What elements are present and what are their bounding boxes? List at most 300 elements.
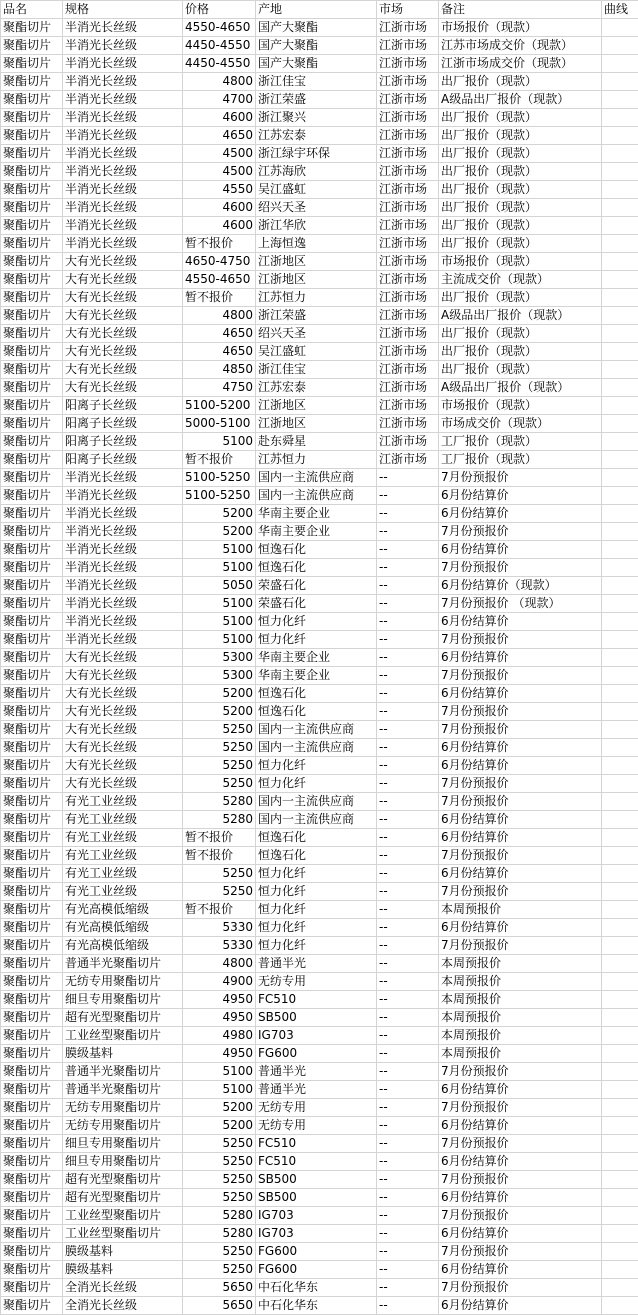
cell-market: 江浙市场 [377, 55, 439, 73]
cell-product-name: 聚酯切片 [1, 793, 63, 811]
table-row [1, 55, 638, 73]
cell-market: 江浙市场 [377, 307, 439, 325]
cell-market: 江浙市场 [377, 289, 439, 307]
cell-origin: 恒力化纤 [256, 937, 377, 955]
cell-curve [602, 307, 638, 325]
cell-product-name: 聚酯切片 [1, 289, 63, 307]
cell-remark: 7月份预报价 [439, 1063, 602, 1081]
cell-price: 4800 [183, 955, 256, 973]
cell-price: 4950 [183, 1045, 256, 1063]
table-row [1, 1009, 638, 1027]
cell-product-name: 聚酯切片 [1, 469, 63, 487]
cell-origin: 华南主要企业 [256, 649, 377, 667]
cell-price: 4750 [183, 379, 256, 397]
cell-remark: 7月份预报价 [439, 721, 602, 739]
cell-market: -- [377, 541, 439, 559]
cell-spec: 半消光长丝级 [63, 577, 183, 595]
cell-product-name: 聚酯切片 [1, 1153, 63, 1171]
table-row [1, 163, 638, 181]
cell-remark: 7月份预报价 [439, 847, 602, 865]
cell-origin: SB500 [256, 1009, 377, 1027]
cell-remark: 出厂报价（现款） [439, 289, 602, 307]
cell-remark: 7月份预报价 [439, 883, 602, 901]
cell-remark: 本周预报价 [439, 1045, 602, 1063]
cell-product-name: 聚酯切片 [1, 973, 63, 991]
cell-spec: 细旦专用聚酯切片 [63, 1135, 183, 1153]
cell-price: 5280 [183, 793, 256, 811]
cell-origin: 普通半光 [256, 1081, 377, 1099]
cell-origin: 江苏宏泰 [256, 379, 377, 397]
cell-spec: 大有光长丝级 [63, 307, 183, 325]
cell-curve [602, 1189, 638, 1207]
cell-product-name: 聚酯切片 [1, 1297, 63, 1315]
table-row [1, 1297, 638, 1315]
cell-product-name: 聚酯切片 [1, 1099, 63, 1117]
cell-curve [602, 1063, 638, 1081]
cell-curve [602, 757, 638, 775]
table-header [1, 1, 638, 19]
cell-curve [602, 181, 638, 199]
cell-origin: 恒力化纤 [256, 775, 377, 793]
cell-curve [602, 397, 638, 415]
cell-market: -- [377, 1081, 439, 1099]
cell-product-name: 聚酯切片 [1, 433, 63, 451]
cell-product-name: 聚酯切片 [1, 163, 63, 181]
cell-remark: 7月份预报价 [439, 703, 602, 721]
cell-curve [602, 829, 638, 847]
column-header-price: 价格 [183, 1, 256, 19]
cell-spec: 半消光长丝级 [63, 19, 183, 37]
table-row [1, 829, 638, 847]
cell-market: -- [377, 1243, 439, 1261]
cell-remark: 出厂报价（现款） [439, 145, 602, 163]
cell-origin: 国产大聚酯 [256, 37, 377, 55]
cell-curve [602, 433, 638, 451]
cell-remark: 出厂报价（现款） [439, 73, 602, 91]
cell-origin: 江浙地区 [256, 397, 377, 415]
cell-remark: 本周预报价 [439, 991, 602, 1009]
cell-spec: 半消光长丝级 [63, 109, 183, 127]
cell-market: 江浙市场 [377, 91, 439, 109]
cell-price: 4550-4650 [183, 19, 256, 37]
cell-curve [602, 1081, 638, 1099]
table-row [1, 577, 638, 595]
cell-price: 4800 [183, 73, 256, 91]
cell-remark: 6月份结算价 [439, 1189, 602, 1207]
cell-spec: 膜级基料 [63, 1243, 183, 1261]
cell-remark: 出厂报价（现款） [439, 199, 602, 217]
cell-curve [602, 793, 638, 811]
cell-product-name: 聚酯切片 [1, 739, 63, 757]
cell-remark: 出厂报价（现款） [439, 127, 602, 145]
cell-market: -- [377, 991, 439, 1009]
cell-spec: 大有光长丝级 [63, 361, 183, 379]
table-row [1, 253, 638, 271]
cell-price: 5100 [183, 559, 256, 577]
cell-spec: 大有光长丝级 [63, 757, 183, 775]
cell-remark: 6月份结算价 [439, 487, 602, 505]
cell-curve [602, 703, 638, 721]
cell-spec: 有光工业丝级 [63, 811, 183, 829]
cell-curve [602, 883, 638, 901]
cell-product-name: 聚酯切片 [1, 1045, 63, 1063]
cell-curve [602, 523, 638, 541]
cell-spec: 全消光长丝级 [63, 1279, 183, 1297]
cell-curve [602, 415, 638, 433]
cell-market: -- [377, 1099, 439, 1117]
cell-price: 5100-5250 [183, 469, 256, 487]
cell-market: 江浙市场 [377, 163, 439, 181]
cell-market: -- [377, 793, 439, 811]
table-row [1, 793, 638, 811]
cell-origin: 荣盛石化 [256, 595, 377, 613]
table-row [1, 505, 638, 523]
table-row [1, 613, 638, 631]
cell-price: 4650 [183, 127, 256, 145]
cell-price: 暂不报价 [183, 289, 256, 307]
cell-market: -- [377, 721, 439, 739]
cell-spec: 半消光长丝级 [63, 595, 183, 613]
cell-spec: 半消光长丝级 [63, 505, 183, 523]
cell-origin: 浙江华欣 [256, 217, 377, 235]
cell-remark: 出厂报价（现款） [439, 181, 602, 199]
table-row [1, 379, 638, 397]
cell-market: -- [377, 739, 439, 757]
table-row [1, 1045, 638, 1063]
cell-curve [602, 37, 638, 55]
table-row [1, 1189, 638, 1207]
cell-product-name: 聚酯切片 [1, 181, 63, 199]
cell-spec: 半消光长丝级 [63, 127, 183, 145]
cell-price: 5250 [183, 1135, 256, 1153]
cell-remark: 6月份结算价 [439, 505, 602, 523]
cell-origin: 浙江佳宝 [256, 73, 377, 91]
cell-origin: 江苏海欣 [256, 163, 377, 181]
cell-price: 5250 [183, 1171, 256, 1189]
cell-curve [602, 1243, 638, 1261]
cell-product-name: 聚酯切片 [1, 559, 63, 577]
cell-product-name: 聚酯切片 [1, 199, 63, 217]
cell-origin: 绍兴天圣 [256, 325, 377, 343]
column-header-product-name: 品名 [1, 1, 63, 19]
cell-product-name: 聚酯切片 [1, 847, 63, 865]
cell-market: -- [377, 523, 439, 541]
cell-market: 江浙市场 [377, 451, 439, 469]
cell-product-name: 聚酯切片 [1, 1171, 63, 1189]
cell-origin: 国产大聚酯 [256, 55, 377, 73]
cell-origin: 无纺专用 [256, 1099, 377, 1117]
table-row [1, 541, 638, 559]
cell-spec: 半消光长丝级 [63, 559, 183, 577]
cell-curve [602, 1045, 638, 1063]
cell-curve [602, 361, 638, 379]
cell-price: 5100 [183, 631, 256, 649]
cell-price: 5250 [183, 739, 256, 757]
cell-product-name: 聚酯切片 [1, 361, 63, 379]
cell-remark: 6月份结算价 [439, 1225, 602, 1243]
cell-spec: 有光工业丝级 [63, 829, 183, 847]
cell-market: 江浙市场 [377, 271, 439, 289]
cell-remark: 7月份预报价 [439, 793, 602, 811]
cell-origin: 恒力化纤 [256, 613, 377, 631]
cell-product-name: 聚酯切片 [1, 919, 63, 937]
cell-origin: 恒力化纤 [256, 883, 377, 901]
cell-curve [602, 1297, 638, 1315]
cell-market: -- [377, 1207, 439, 1225]
table-row [1, 217, 638, 235]
cell-price: 4500 [183, 145, 256, 163]
cell-spec: 普通半光聚酯切片 [63, 1081, 183, 1099]
cell-product-name: 聚酯切片 [1, 253, 63, 271]
table-row [1, 271, 638, 289]
cell-origin: 恒力化纤 [256, 865, 377, 883]
cell-remark: A级品出厂报价（现款） [439, 379, 602, 397]
cell-product-name: 聚酯切片 [1, 1081, 63, 1099]
cell-product-name: 聚酯切片 [1, 613, 63, 631]
cell-curve [602, 289, 638, 307]
table-row [1, 19, 638, 37]
cell-price: 4450-4550 [183, 55, 256, 73]
cell-market: -- [377, 595, 439, 613]
cell-curve [602, 937, 638, 955]
cell-spec: 细旦专用聚酯切片 [63, 1153, 183, 1171]
cell-market: 江浙市场 [377, 199, 439, 217]
cell-market: -- [377, 1153, 439, 1171]
cell-curve [602, 91, 638, 109]
cell-origin: 绍兴天圣 [256, 199, 377, 217]
cell-origin: IG703 [256, 1225, 377, 1243]
cell-spec: 半消光长丝级 [63, 145, 183, 163]
cell-market: -- [377, 883, 439, 901]
cell-price: 5250 [183, 1153, 256, 1171]
cell-price: 5280 [183, 1207, 256, 1225]
cell-product-name: 聚酯切片 [1, 577, 63, 595]
cell-market: -- [377, 1117, 439, 1135]
table-row [1, 1243, 638, 1261]
cell-spec: 大有光长丝级 [63, 379, 183, 397]
cell-curve [602, 1009, 638, 1027]
cell-remark: 6月份结算价 [439, 1297, 602, 1315]
cell-origin: 吴江盛虹 [256, 343, 377, 361]
cell-product-name: 聚酯切片 [1, 415, 63, 433]
table-row [1, 343, 638, 361]
cell-market: -- [377, 667, 439, 685]
cell-spec: 有光工业丝级 [63, 865, 183, 883]
cell-spec: 普通半光聚酯切片 [63, 955, 183, 973]
cell-origin: 恒逸石化 [256, 685, 377, 703]
cell-remark: 7月份预报价 （现款） [439, 595, 602, 613]
table-row [1, 1135, 638, 1153]
cell-origin: 吴江盛虹 [256, 181, 377, 199]
cell-market: 江浙市场 [377, 415, 439, 433]
table-row [1, 955, 638, 973]
cell-curve [602, 973, 638, 991]
cell-price: 5200 [183, 1117, 256, 1135]
cell-curve [602, 271, 638, 289]
cell-price: 5250 [183, 1189, 256, 1207]
cell-market: -- [377, 775, 439, 793]
cell-price: 暂不报价 [183, 847, 256, 865]
cell-curve [602, 919, 638, 937]
cell-price: 5650 [183, 1297, 256, 1315]
cell-spec: 半消光长丝级 [63, 523, 183, 541]
cell-spec: 大有光长丝级 [63, 271, 183, 289]
cell-spec: 半消光长丝级 [63, 181, 183, 199]
cell-remark: 7月份预报价 [439, 1099, 602, 1117]
cell-price: 5280 [183, 1225, 256, 1243]
cell-origin: IG703 [256, 1207, 377, 1225]
column-header-origin: 产地 [256, 1, 377, 19]
cell-product-name: 聚酯切片 [1, 955, 63, 973]
cell-origin: 江浙地区 [256, 253, 377, 271]
cell-product-name: 聚酯切片 [1, 595, 63, 613]
cell-curve [602, 559, 638, 577]
cell-spec: 全消光长丝级 [63, 1297, 183, 1315]
cell-product-name: 聚酯切片 [1, 1189, 63, 1207]
cell-spec: 膜级基料 [63, 1045, 183, 1063]
cell-origin: 国内一主流供应商 [256, 811, 377, 829]
cell-spec: 半消光长丝级 [63, 235, 183, 253]
cell-market: -- [377, 559, 439, 577]
cell-product-name: 聚酯切片 [1, 541, 63, 559]
cell-origin: 浙江佳宝 [256, 361, 377, 379]
cell-origin: 江苏宏泰 [256, 127, 377, 145]
cell-curve [602, 1279, 638, 1297]
cell-curve [602, 1207, 638, 1225]
cell-product-name: 聚酯切片 [1, 811, 63, 829]
cell-origin: 华南主要企业 [256, 667, 377, 685]
cell-spec: 大有光长丝级 [63, 649, 183, 667]
table-row [1, 631, 638, 649]
cell-curve [602, 613, 638, 631]
table-row [1, 1261, 638, 1279]
cell-remark: 6月份结算价 [439, 649, 602, 667]
cell-market: 江浙市场 [377, 181, 439, 199]
cell-curve [602, 235, 638, 253]
cell-curve [602, 145, 638, 163]
cell-product-name: 聚酯切片 [1, 523, 63, 541]
cell-remark: 出厂报价（现款） [439, 235, 602, 253]
cell-curve [602, 1099, 638, 1117]
cell-product-name: 聚酯切片 [1, 235, 63, 253]
cell-product-name: 聚酯切片 [1, 109, 63, 127]
cell-curve [602, 631, 638, 649]
cell-spec: 有光高模低缩级 [63, 937, 183, 955]
column-header-remark: 备注 [439, 1, 602, 19]
table-row [1, 775, 638, 793]
cell-curve [602, 721, 638, 739]
cell-market: -- [377, 1027, 439, 1045]
cell-spec: 工业丝型聚酯切片 [63, 1207, 183, 1225]
table-row [1, 1171, 638, 1189]
cell-product-name: 聚酯切片 [1, 1207, 63, 1225]
cell-spec: 半消光长丝级 [63, 631, 183, 649]
cell-remark: 市场报价（现款） [439, 253, 602, 271]
cell-remark: 6月份结算价（现款） [439, 577, 602, 595]
cell-spec: 半消光长丝级 [63, 91, 183, 109]
cell-price: 4550 [183, 181, 256, 199]
table-row [1, 883, 638, 901]
cell-remark: 7月份预报价 [439, 1279, 602, 1297]
cell-price: 5300 [183, 649, 256, 667]
cell-product-name: 聚酯切片 [1, 37, 63, 55]
cell-remark: 6月份结算价 [439, 739, 602, 757]
cell-curve [602, 1261, 638, 1279]
cell-origin: 恒逸石化 [256, 559, 377, 577]
cell-remark: 7月份预报价 [439, 1207, 602, 1225]
cell-price: 4500 [183, 163, 256, 181]
cell-price: 5200 [183, 523, 256, 541]
cell-remark: A级品出厂报价（现款） [439, 307, 602, 325]
table-row [1, 361, 638, 379]
table-row [1, 919, 638, 937]
cell-spec: 半消光长丝级 [63, 613, 183, 631]
cell-price: 5100 [183, 613, 256, 631]
cell-origin: FC510 [256, 1153, 377, 1171]
cell-market: -- [377, 631, 439, 649]
cell-price: 5100 [183, 541, 256, 559]
cell-product-name: 聚酯切片 [1, 451, 63, 469]
table-row [1, 487, 638, 505]
cell-market: -- [377, 487, 439, 505]
cell-origin: 华南主要企业 [256, 523, 377, 541]
cell-remark: 本周预报价 [439, 1009, 602, 1027]
cell-curve [602, 487, 638, 505]
cell-price: 4600 [183, 217, 256, 235]
cell-price: 5100 [183, 595, 256, 613]
cell-remark: 出厂报价（现款） [439, 109, 602, 127]
cell-remark: 7月份预报价 [439, 937, 602, 955]
cell-curve [602, 253, 638, 271]
cell-origin: 恒逸石化 [256, 703, 377, 721]
cell-curve [602, 775, 638, 793]
cell-origin: SB500 [256, 1189, 377, 1207]
cell-price: 4900 [183, 973, 256, 991]
cell-remark: 市场成交价（现款） [439, 415, 602, 433]
cell-origin: 浙江绿宇环保 [256, 145, 377, 163]
cell-product-name: 聚酯切片 [1, 343, 63, 361]
cell-price: 5100 [183, 1081, 256, 1099]
cell-product-name: 聚酯切片 [1, 937, 63, 955]
cell-market: -- [377, 1063, 439, 1081]
table-row [1, 199, 638, 217]
cell-curve [602, 1171, 638, 1189]
cell-price: 5200 [183, 685, 256, 703]
cell-remark: 6月份结算价 [439, 865, 602, 883]
cell-curve [602, 379, 638, 397]
cell-spec: 半消光长丝级 [63, 487, 183, 505]
cell-market: 江浙市场 [377, 73, 439, 91]
cell-market: 江浙市场 [377, 325, 439, 343]
cell-price: 5650 [183, 1279, 256, 1297]
cell-remark: 6月份结算价 [439, 613, 602, 631]
cell-origin: 恒力化纤 [256, 919, 377, 937]
cell-price: 4650 [183, 343, 256, 361]
cell-remark: 出厂报价（现款） [439, 217, 602, 235]
cell-product-name: 聚酯切片 [1, 721, 63, 739]
cell-curve [602, 1135, 638, 1153]
cell-origin: 中石化华东 [256, 1279, 377, 1297]
cell-remark: 6月份结算价 [439, 919, 602, 937]
cell-market: 江浙市场 [377, 109, 439, 127]
cell-market: -- [377, 901, 439, 919]
cell-origin: 赴东舜星 [256, 433, 377, 451]
cell-market: 江浙市场 [377, 433, 439, 451]
cell-product-name: 聚酯切片 [1, 73, 63, 91]
cell-curve [602, 901, 638, 919]
cell-curve [602, 739, 638, 757]
table-row [1, 469, 638, 487]
